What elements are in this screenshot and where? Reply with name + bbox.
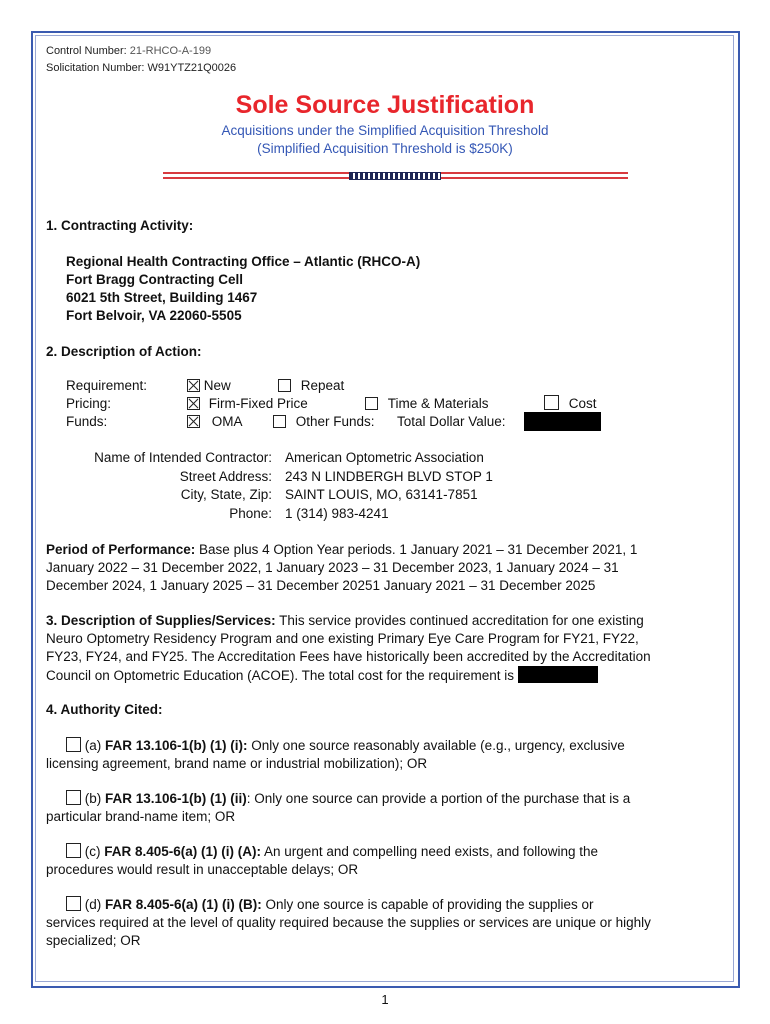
period-line-2: January 2022 – 31 December 2022, 1 January 2023 – 31 December 2023, 1 January 2024 – 31: [46, 560, 619, 575]
street-address: 243 N LINDBERGH BLVD STOP 1: [285, 469, 493, 484]
total-dollar-value: [397, 413, 506, 431]
authority-c-text-2: procedures would result in unacceptable delays; OR: [46, 862, 359, 877]
checkbox-ffp-checked[interactable]: [187, 397, 200, 410]
option-repeat-label: Repeat: [300, 378, 345, 393]
address-line-4: Fort Belvoir, VA 22060-5505: [66, 308, 242, 323]
redacted-total-value: [524, 412, 601, 431]
authority-a-prefix: (a): [81, 738, 106, 753]
contractor-name: American Optometric Association: [285, 450, 484, 465]
period-line-3: December 2024, 1 January 2025 – 31 December 20251 January 2021 – 31 December 2025: [46, 578, 596, 593]
checkbox-authority-d[interactable]: [66, 896, 81, 911]
subtitle-line-2: (Simplified Acquisition Threshold is $250K): [257, 141, 513, 156]
street-label: Street Address:: [179, 469, 272, 484]
city-label: City, State, Zip:: [180, 487, 272, 502]
authority-c-prefix: (c): [81, 844, 105, 859]
solicitation-number: W91YTZ21Q0026: [147, 62, 237, 74]
authority-d-text-2: services required at the level of quality required because the supplies or services are unique or highly: [46, 915, 651, 930]
authority-d-prefix: (d): [81, 897, 106, 912]
contractor-label: Name of Intended Contractor:: [94, 450, 272, 465]
authority-b-text-2: particular brand-name item; OR: [46, 809, 236, 824]
checkbox-authority-a[interactable]: [66, 737, 81, 752]
phone-number: 1 (314) 983-4241: [285, 506, 389, 521]
phone-label: Phone:: [229, 506, 272, 521]
section-3-line-2: Neuro Optometry Residency Program and one existing Primary Eye Care Program for FY21, FY22,: [46, 631, 639, 646]
section-3-heading: 3. Description of Supplies/Services:: [46, 613, 276, 628]
address-line-3: 6021 5th Street, Building 1467: [66, 290, 258, 305]
divider-ornament: [349, 172, 441, 180]
authority-b-text-1: : Only one source can provide a portion of the purchase that is a: [246, 791, 631, 806]
control-number-line: [46, 45, 211, 57]
option-new[interactable]: [187, 377, 231, 395]
authority-d-text-1: Only one source is capable of providing the supplies or: [261, 897, 594, 912]
checkbox-tm[interactable]: [365, 397, 378, 410]
section-3-line-4: Council on Optometric Education (ACOE). The total cost for the requirement is: [46, 668, 514, 683]
authority-option-c: [46, 843, 726, 879]
document-title: Sole Source Justification: [235, 91, 535, 119]
pricing-label: Pricing:: [66, 396, 112, 411]
option-ffp[interactable]: [187, 395, 308, 413]
authority-a-text-1: Only one source reasonably available (e.g., urgency, exclusive: [247, 738, 625, 753]
redacted-total-cost: [518, 666, 598, 683]
checkbox-cost[interactable]: [544, 395, 559, 410]
address-line-1: Regional Health Contracting Office – Atlantic (RHCO-A): [66, 254, 421, 269]
city-state-zip: SAINT LOUIS, MO, 63141-7851: [285, 487, 478, 502]
period-label: Period of Performance:: [46, 542, 196, 557]
authority-option-b: [46, 790, 726, 826]
option-other-funds[interactable]: [273, 413, 375, 431]
section-3-line-1: This service provides continued accreditation for one existing: [275, 613, 644, 628]
section-2-heading: 2. Description of Action:: [46, 344, 202, 359]
option-repeat[interactable]: [278, 377, 344, 395]
funds-label: Funds:: [66, 414, 108, 429]
option-new-label: New: [203, 378, 231, 393]
option-cost[interactable]: [544, 395, 597, 413]
authority-c-citation: FAR 8.405-6(a) (1) (i) (A):: [104, 844, 262, 859]
control-label: Control Number:: [46, 45, 130, 57]
option-oma-label: OMA: [211, 414, 243, 429]
checkbox-new-checked[interactable]: [187, 379, 200, 392]
option-tm-label: Time & Materials: [387, 396, 489, 411]
option-cost-label: Cost: [568, 396, 597, 411]
option-tm[interactable]: [365, 395, 489, 413]
subtitle-line-1: Acquisitions under the Simplified Acquisition Threshold: [221, 123, 549, 138]
section-4-heading: 4. Authority Cited:: [46, 702, 163, 717]
control-number: 21-RHCO-A-199: [129, 45, 212, 57]
authority-b-citation: FAR 13.106-1(b) (1) (ii): [105, 791, 247, 806]
checkbox-other-funds[interactable]: [273, 415, 286, 428]
authority-option-a: [46, 737, 726, 773]
checkbox-authority-b[interactable]: [66, 790, 81, 805]
section-3: [46, 612, 726, 685]
total-dollar-label: Total Dollar Value:: [397, 414, 506, 429]
authority-a-citation: FAR 13.106-1(b) (1) (i):: [105, 738, 248, 753]
period-of-performance: [46, 541, 726, 595]
authority-d-text-3: specialized; OR: [46, 933, 141, 948]
section-1-heading: 1. Contracting Activity:: [46, 218, 194, 233]
requirement-label: Requirement:: [66, 378, 148, 393]
authority-b-prefix: (b): [81, 791, 106, 806]
option-ffp-label: Firm-Fixed Price: [208, 396, 308, 411]
solicitation-label: Solicitation Number:: [46, 62, 148, 74]
checkbox-oma-checked[interactable]: [187, 415, 200, 428]
page-number: 1: [381, 992, 389, 1007]
checkbox-repeat[interactable]: [278, 379, 291, 392]
option-oma[interactable]: [187, 413, 243, 431]
authority-c-text-1: An urgent and compelling need exists, and following the: [261, 844, 599, 859]
option-other-funds-label: Other Funds:: [295, 414, 375, 429]
authority-d-citation: FAR 8.405-6(a) (1) (i) (B):: [105, 897, 262, 912]
authority-a-text-2: licensing agreement, brand name or industrial mobilization); OR: [46, 756, 428, 771]
checkbox-authority-c[interactable]: [66, 843, 81, 858]
authority-option-d: [46, 896, 726, 950]
solicitation-number-line: [46, 62, 236, 74]
section-3-line-3: FY23, FY24, and FY25. The Accreditation Fees have historically been accredited by the Accreditation: [46, 649, 651, 664]
period-line-1: Base plus 4 Option Year periods. 1 January 2021 – 31 December 2021, 1: [195, 542, 638, 557]
address-line-2: Fort Bragg Contracting Cell: [66, 272, 244, 287]
